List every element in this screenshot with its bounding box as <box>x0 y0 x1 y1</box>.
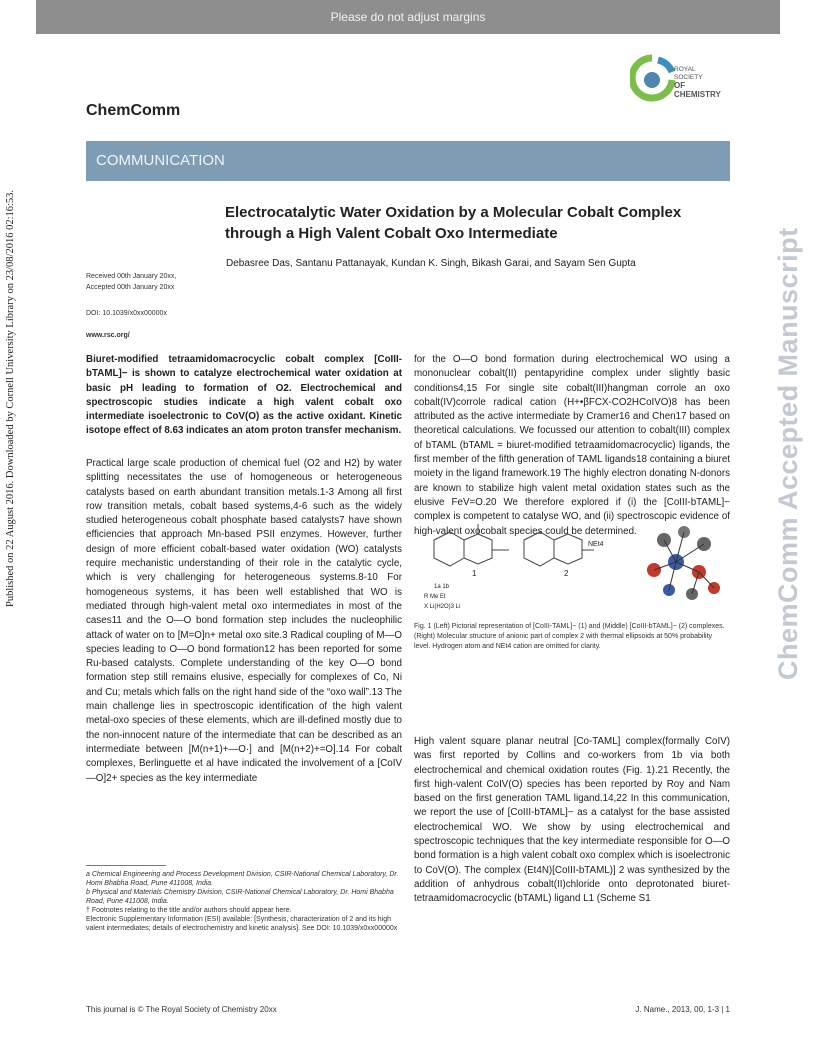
footnote-esi: Electronic Supplementary Information (ESI) available: [Synthesis, characterization of 2 and its high valent intermediates; details of electrochemistry and kinetic analysis]. See DOI: 10.1039/x0xx00000x <box>86 916 398 932</box>
footnote-dagger: † Footnotes relating to the title and/or authors should appear here. <box>86 907 292 914</box>
body-column-2-top: for the O—O bond formation during electrochemical WO using a mononuclear cobalt(II) pentapyridine complex under slightly basic conditions4,15 For single site cobalt(III)hangman corrole an oxo cobalt(IV)corrole radical cation (H+•βFCX-CO2HCoIVO)8 has been attributed as the active intermediate by Cramer16 and Chen17 based on theoretical calculations. We focussed our attention to cobalt(III) complex of bTAML (bTAML = biuret-modified tetraamidomacrocyclic) ligands, the first member of the fifth generation of TAML ligands18 containing a biuret moiety in the ligand framework.19 The highly electron donating N-donors are known to stabilize high valent metal oxidation states such as the elusive FeV=O.20 We therefore explored if (i) the [CoIII-bTAML]− complex is competent to catalyse WO, and (ii) spectroscopic evidence of high-valent oxocobalt species could be determined. <box>414 354 730 537</box>
molecular-structures-figure <box>414 510 730 617</box>
footnote-b: b Physical and Materials Chemistry Division, CSIR-National Chemical Laboratory, Dr. Homi Bhabha Road, Pune 411008, India. <box>86 889 394 905</box>
rsc-url[interactable]: www.rsc.org/ <box>86 332 130 339</box>
rsc-emblem-icon <box>630 52 676 108</box>
figure-1 <box>414 510 730 617</box>
crystal-structure-icon <box>647 526 720 600</box>
footnote-a: a Chemical Engineering and Process Development Division, CSIR-National Chemical Laboratory, Dr. Homi Bhabha Road, Pune 411008, India. <box>86 871 399 887</box>
figure-caption: Fig. 1 (Left) Pictorial representation of [CoIII-TAML]− (1) and (Middle) [CoIII-bTAML]− (2) complexes. (Right) Molecular structure of anionic part of complex 2 with thermal ellipsoids at 50% probability level. Hydrogen atom and NEt4 cation are omitted for clarity. <box>414 623 725 650</box>
footer-copyright: This journal is © The Royal Society of Chemistry 20xx <box>86 1005 277 1014</box>
body-column-2-bottom: High valent square planar neutral [Co-TAML] complex(formally CoIV) was first reported by Collins and co-workers from 1b via both electrochemical and chemical oxidation routes (Fig. 1).21 Recently, the first high-valent CoIV(O) species has been reported by Roy and Nam based on the first generation TAML ligand.14,22 In this communication, we report the use of [CoIII-bTAML]− as a catalyst for the base assisted electrochemical WO. We show by using electrochemical and spectroscopic techniques that the key intermediate responsible for O—O bond formation is a high valent cobalt oxo complex which is isoelectronic to CoV(O). The complex (Et4N)[CoIII-bTAML)] 2 was synthesized by the addition of anhydrous cobalt(II)chloride onto deprotonated biuret-tetraamidomacrocyclic (bTAML) ligand L1 (Scheme S1 <box>414 736 730 905</box>
doi: DOI: 10.1039/x0xx00000x <box>86 310 167 317</box>
accepted-manuscript-watermark: ChemComm Accepted Manuscript <box>773 227 803 680</box>
figure-table-x: X Li(H2O)3 Li <box>424 604 461 610</box>
footnote-rule <box>86 865 166 866</box>
abstract: Biuret-modified tetraamidomacrocyclic cobalt complex [CoIII-bTAML]− is shown to catalyze electrochemical water oxidation at basic pH leading to formation of O2. Electrochemical and spectroscopic studies indicate a high valent cobalt oxo intermediate isoelectronic to CoV(O) as the active oxidant. Kinetic isotope effect of 8.63 indicates an atom proton transfer mechanism. <box>86 354 402 437</box>
publication-sidenote: Published on 22 August 2016. Downloaded by Cornell University Library on 23/08/2016 02:16:53. <box>5 189 16 607</box>
figure-table-r: R Me Et <box>424 594 446 600</box>
figure-table-head: 1a 1b <box>434 584 450 590</box>
rsc-logo <box>630 52 722 108</box>
received-date: Received 00th January 20xx, <box>86 273 177 280</box>
accepted-date: Accepted 00th January 20xx <box>86 284 175 291</box>
footnotes <box>86 870 402 933</box>
figure-label-net: NEt4 <box>588 541 604 548</box>
section-bar: COMMUNICATION <box>86 141 730 181</box>
body-column-1: Practical large scale production of chemical fuel (O2 and H2) by water splitting necessitates the use of homogeneous or heterogeneous catalysts based on earth abundant transition metals.1-3 Among all first row transition metals, cobalt based systems,4-6 such as the widely studied heterogeneous cobalt phosphate based catalysts7 have shown efficiencies that approach Mn-based PSII enzymes. However, further design of more efficient cobalt-based water oxidation (WO) catalysts require mechanistic understanding of their role in the catalytic cycle, which is very challenging for heterogeneous systems.8-10 For homogeneous systems, it has been well established that WO is mediated through high-valent metal oxo intermediates in most of the cases11 and the O—O bond formation step includes the nucleophilic attack of water on to [M=O]n+ metal oxo site.3 Radical coupling of M—O species leading to O—O bond formation12 has been reported for some Ru-based catalysts. Complete understanding of the key O—O bond formation step still remains elusive, especially for complexes of Co, Ni and Cu; metals which falls on the right hand side of the “oxo wall”.13 The main challenge lies in spectroscopic identification of the high valent metal-oxo species of these elements, which are ill-defined mostly due to the non-innocent nature of the intermediate that can be described as an intermediate between [M(n+1)+—O·] and [M(n+2)+=O].14 For cobalt complexes, Berlinguette et al have indicated the involvement of a [CoIV—O]2+ species as the key intermediate <box>86 458 402 784</box>
logo-line-1: ROYAL SOCIETY <box>674 66 703 81</box>
logo-line-2: OF CHEMISTRY <box>674 81 721 99</box>
journal-name: ChemComm <box>86 102 181 119</box>
figure-label-2: 2 <box>564 569 569 578</box>
footer-page-info: J. Name., 2013, 00, 1-3 | 1 <box>635 1005 730 1014</box>
author-list: Debasree Das, Santanu Pattanayak, Kundan K. Singh, Bikash Garai, and Sayam Sen Gupta <box>226 258 636 269</box>
figure-label-1: 1 <box>472 569 477 578</box>
top-banner: Please do not adjust margins <box>36 0 780 34</box>
article-title: Electrocatalytic Water Oxidation by a Molecular Cobalt Complex through a High Valent Cobalt Oxo Intermediate <box>225 204 682 242</box>
